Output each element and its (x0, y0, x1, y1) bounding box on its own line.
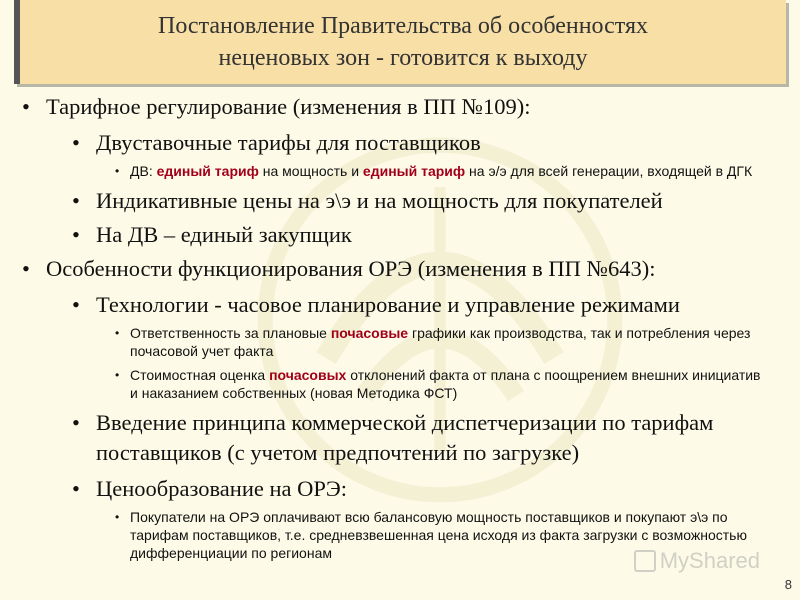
page-number: 8 (784, 577, 792, 592)
bullet-icon: • (22, 94, 30, 119)
watermark-text: MyShared (659, 548, 760, 573)
bullet-icon: • (72, 130, 80, 155)
bullet-text: Ценообразование на ОРЭ: (96, 476, 347, 501)
bullet-tariff-regulation (0, 92, 800, 122)
bullet-text: Двуставочные тарифы для поставщиков (96, 130, 481, 155)
highlight-text: почасовые (330, 325, 409, 341)
bullet-icon: • (22, 256, 30, 281)
bullet-icon: • (115, 164, 120, 178)
bullet-text: Индикативные цены на э\э и на мощность для покупателей (96, 188, 663, 213)
bullet-text: ДВ: (130, 163, 157, 179)
bullet-pricing (0, 474, 800, 504)
bullet-icon: • (72, 188, 80, 213)
bullet-icon: • (72, 292, 80, 317)
bullet-commercial-dispatch (0, 408, 786, 468)
bullet-text: Введение принципа коммерческой диспетчеризации по тарифам поставщиков (с учетом предпочтений по загрузке) (96, 410, 714, 465)
bullet-icon: • (115, 368, 120, 382)
highlight-text: почасовых (269, 367, 347, 383)
slide-title-line-2: неценовых зон - готовится к выходу (218, 45, 588, 71)
bullet-icon: • (115, 326, 120, 340)
bullet-icon: • (72, 222, 80, 247)
watermark-logo-icon (634, 550, 656, 572)
slide-content (0, 92, 800, 568)
bullet-text: отклонений факта от плана с поощрением внешних инициатив и наказанием собственных (новая Методика ФСТ) (130, 367, 761, 401)
bullet-text: на мощность и (258, 163, 363, 179)
bullet-deviation-valuation (0, 366, 770, 402)
bullet-text: Тарифное регулирование (изменения в ПП №109): (46, 94, 531, 119)
bullet-market-features (0, 254, 800, 284)
slide-title-line-1: Постановление Правительства об особенностях (157, 13, 649, 39)
bullet-text: Особенности функционирования ОРЭ (изменения в ПП №643): (46, 256, 656, 281)
bullet-indicative-prices (0, 186, 800, 216)
bullet-single-buyer (0, 220, 800, 250)
bullet-text: Стоимостная оценка (130, 367, 270, 383)
bullet-text: Ответственность за плановые (130, 325, 331, 341)
bullet-hourly-responsibility (0, 324, 770, 360)
bullet-icon: • (115, 510, 120, 524)
highlight-text: единый тариф (156, 163, 259, 179)
bullet-text: графики как производства, так и потребления через почасовой учет факта (130, 325, 751, 359)
myshared-watermark (634, 548, 760, 574)
slide-title-bar (14, 0, 786, 84)
bullet-text: Покупатели на ОРЭ оплачивают всю балансовую мощность поставщиков и покупают э\э по тарифам поставщиков, т.е. средневзвешенная цена исходя из факта загрузки с возможностью дифференциации по регионам (130, 509, 747, 561)
bullet-hourly-planning (0, 290, 800, 320)
bullet-text: Технологии - часовое планирование и управление режимами (96, 292, 680, 317)
bullet-text: на э/э для всей генерации, входящей в ДГК (465, 163, 753, 179)
bullet-two-part-tariffs (0, 128, 800, 158)
highlight-text: единый тариф (362, 163, 466, 179)
bullet-text: На ДВ – единый закупщик (96, 222, 352, 247)
bullet-icon: • (72, 476, 80, 501)
bullet-icon: • (72, 410, 80, 435)
bullet-dv-single-tariff (0, 162, 770, 180)
